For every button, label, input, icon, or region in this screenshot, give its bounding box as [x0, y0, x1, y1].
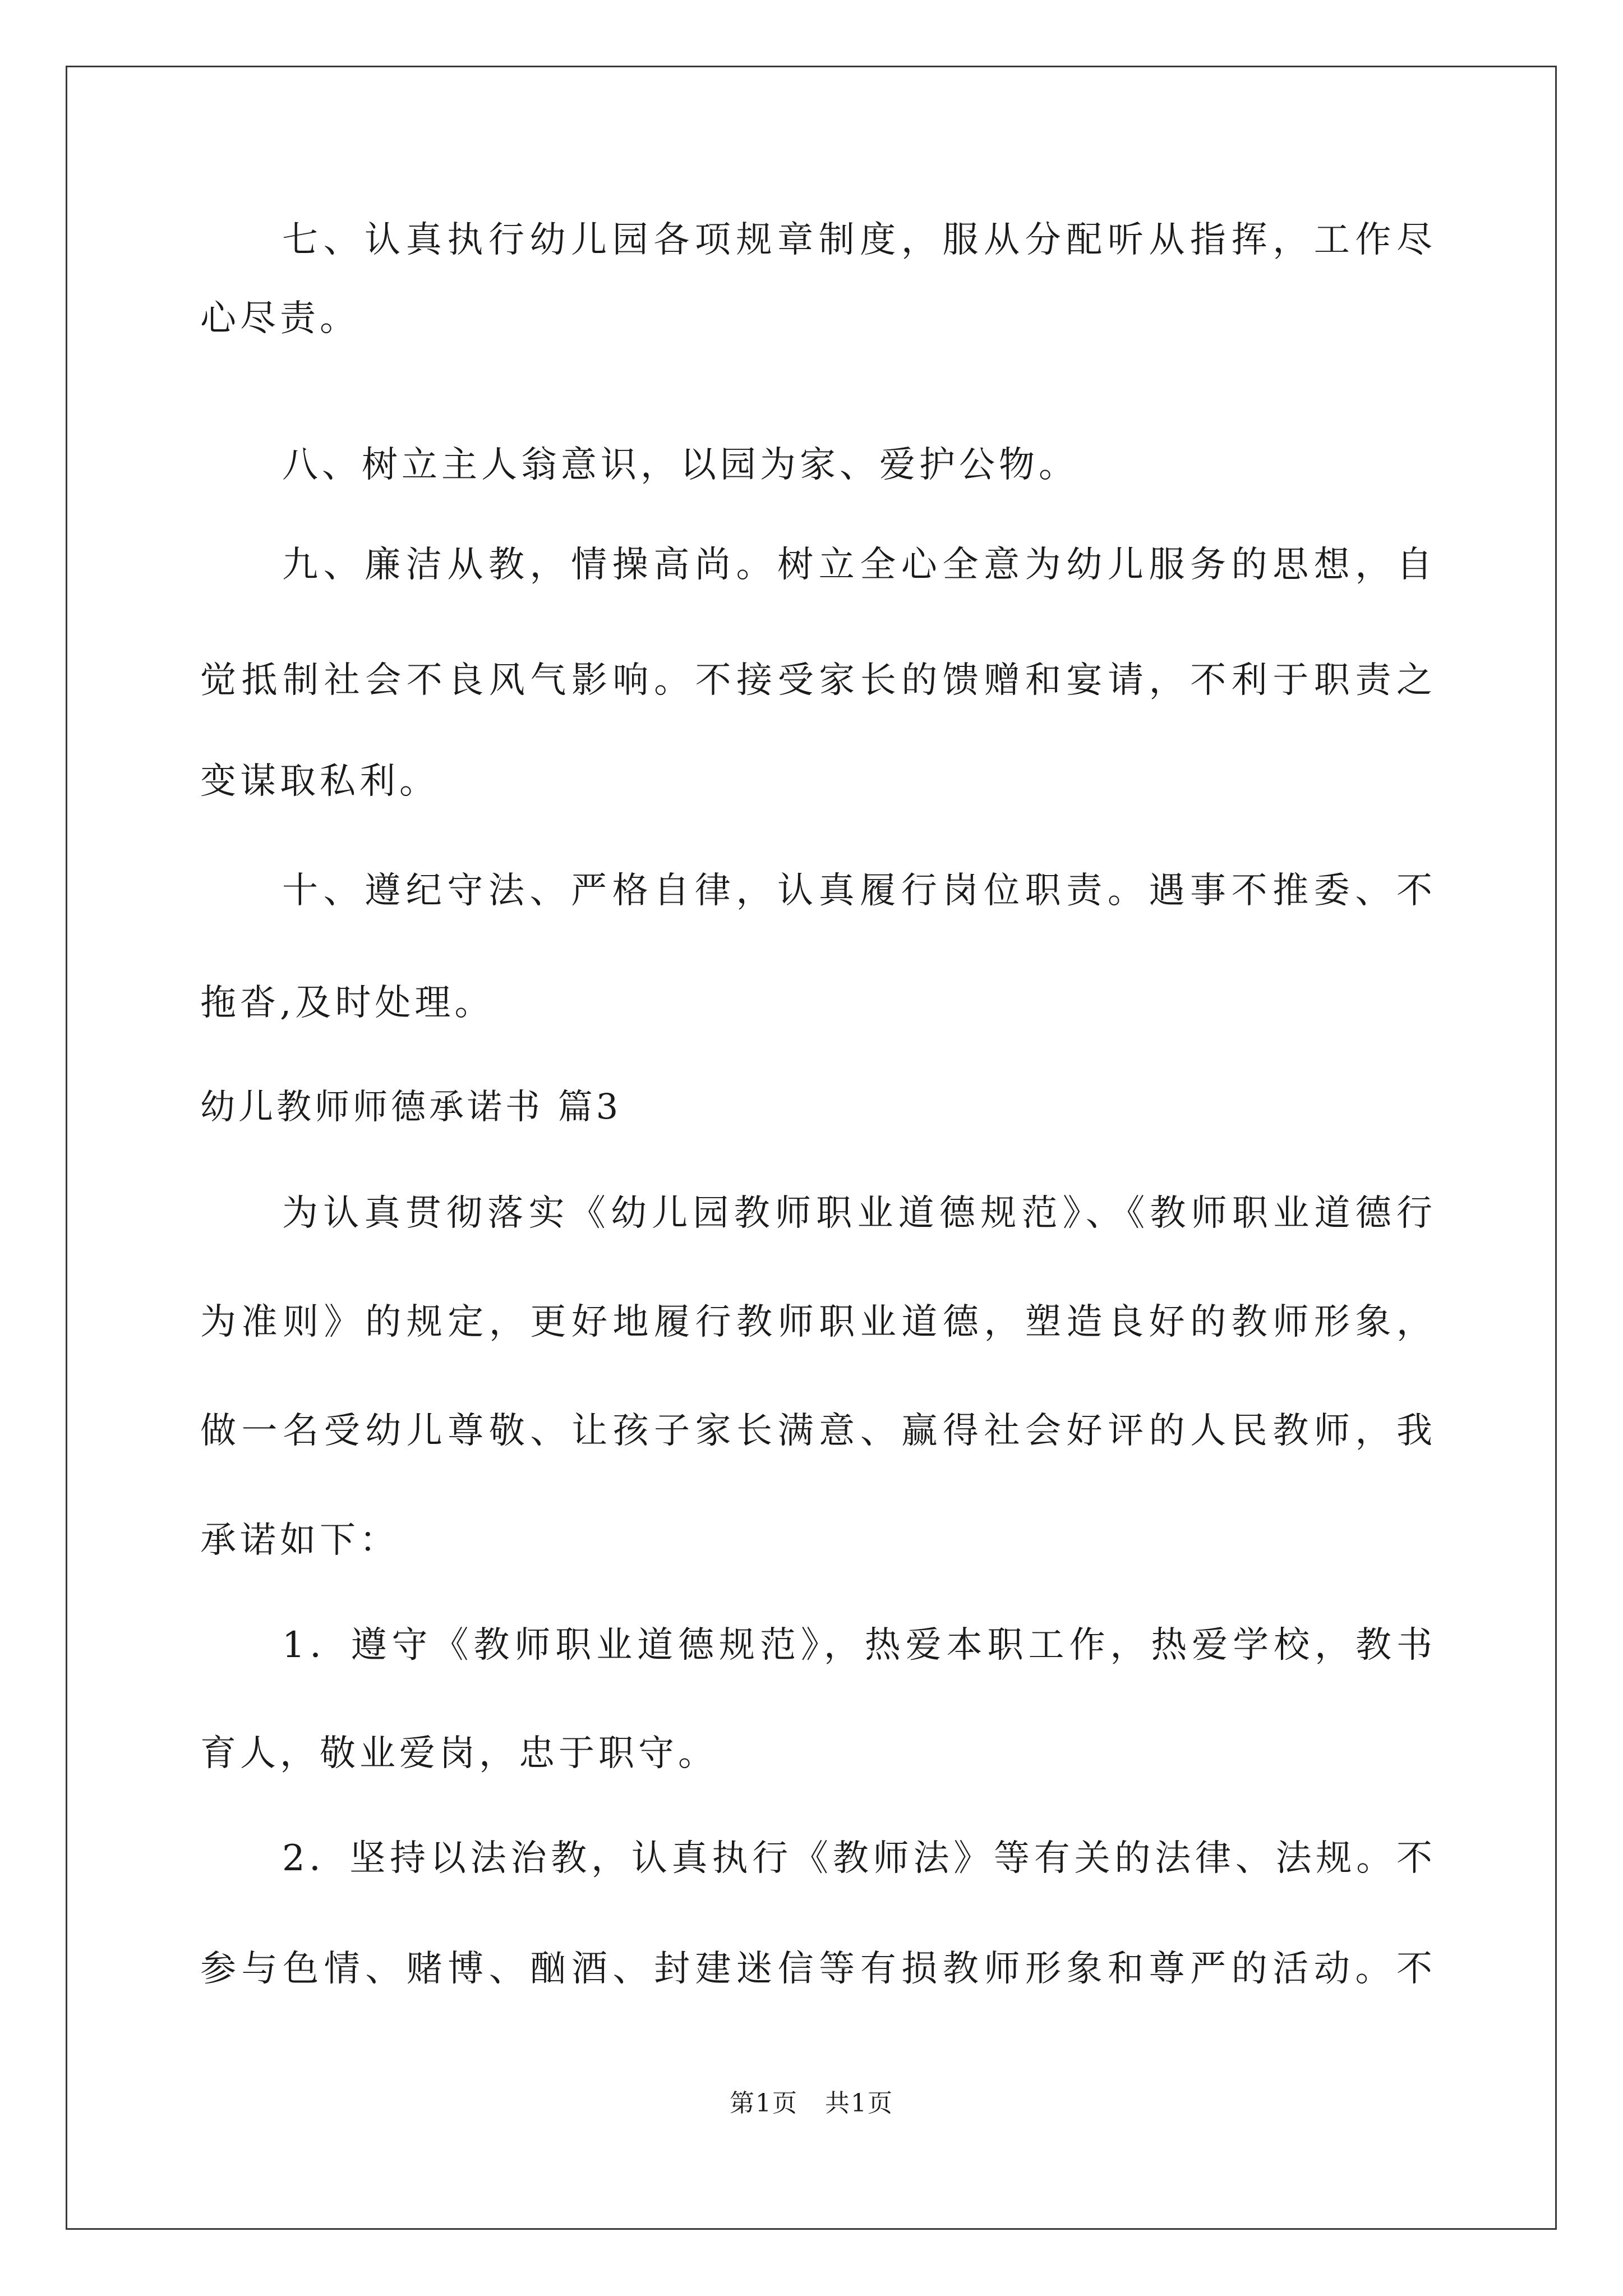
paragraph-line: 为准则》的规定，更好地履行教师职业道德，塑造良好的教师形象，: [200, 1301, 1432, 1343]
paragraph-line: 1．遵守《教师职业道德规范》，热爱本职工作，热爱学校，教书: [282, 1625, 1432, 1666]
paragraph-line: 心尽责。: [200, 298, 359, 339]
page-number: 第1页: [730, 2089, 799, 2118]
page-total: 共1页: [824, 2089, 893, 2118]
paragraph-line: 做一名受幼儿尊敬、让孩子家长满意、赢得社会好评的人民教师，我: [200, 1410, 1432, 1452]
paragraph-line: 七、认真执行幼儿园各项规章制度，服从分配听从指挥，工作尽: [282, 219, 1432, 261]
paragraph-line: 拖沓,及时处理。: [200, 982, 495, 1024]
paragraph-line: 八、树立主人翁意识，以园为家、爱护公物。: [282, 444, 1078, 486]
page-footer: [0, 2087, 1623, 2120]
paragraph-line: 觉抵制社会不良风气影响。不接受家长的馈赠和宴请，不利于职责之: [200, 660, 1432, 701]
paragraph-line: 变谋取私利。: [200, 761, 439, 802]
paragraph-line: 九、廉洁从教，情操高尚。树立全心全意为幼儿服务的思想，自: [282, 544, 1432, 586]
paragraph-line: 参与色情、赌博、酗酒、封建迷信等有损教师形象和尊严的活动。不: [200, 1948, 1432, 1990]
paragraph-line: 承诺如下：: [200, 1520, 399, 1561]
page-border: [66, 66, 1557, 2230]
paragraph-line: 育人，敬业爱岗，忠于职守。: [200, 1733, 718, 1774]
paragraph-line: 为认真贯彻落实《幼儿园教师职业道德规范》、《教师职业道德行: [282, 1193, 1432, 1234]
paragraph-line: 十、遵纪守法、严格自律，认真履行岗位职责。遇事不推委、不: [282, 870, 1432, 912]
paragraph-line: 2．坚持以法治教，认真执行《教师法》等有关的法律、法规。不: [282, 1838, 1432, 1879]
section-heading: 幼儿教师师德承诺书 篇3: [200, 1086, 622, 1127]
